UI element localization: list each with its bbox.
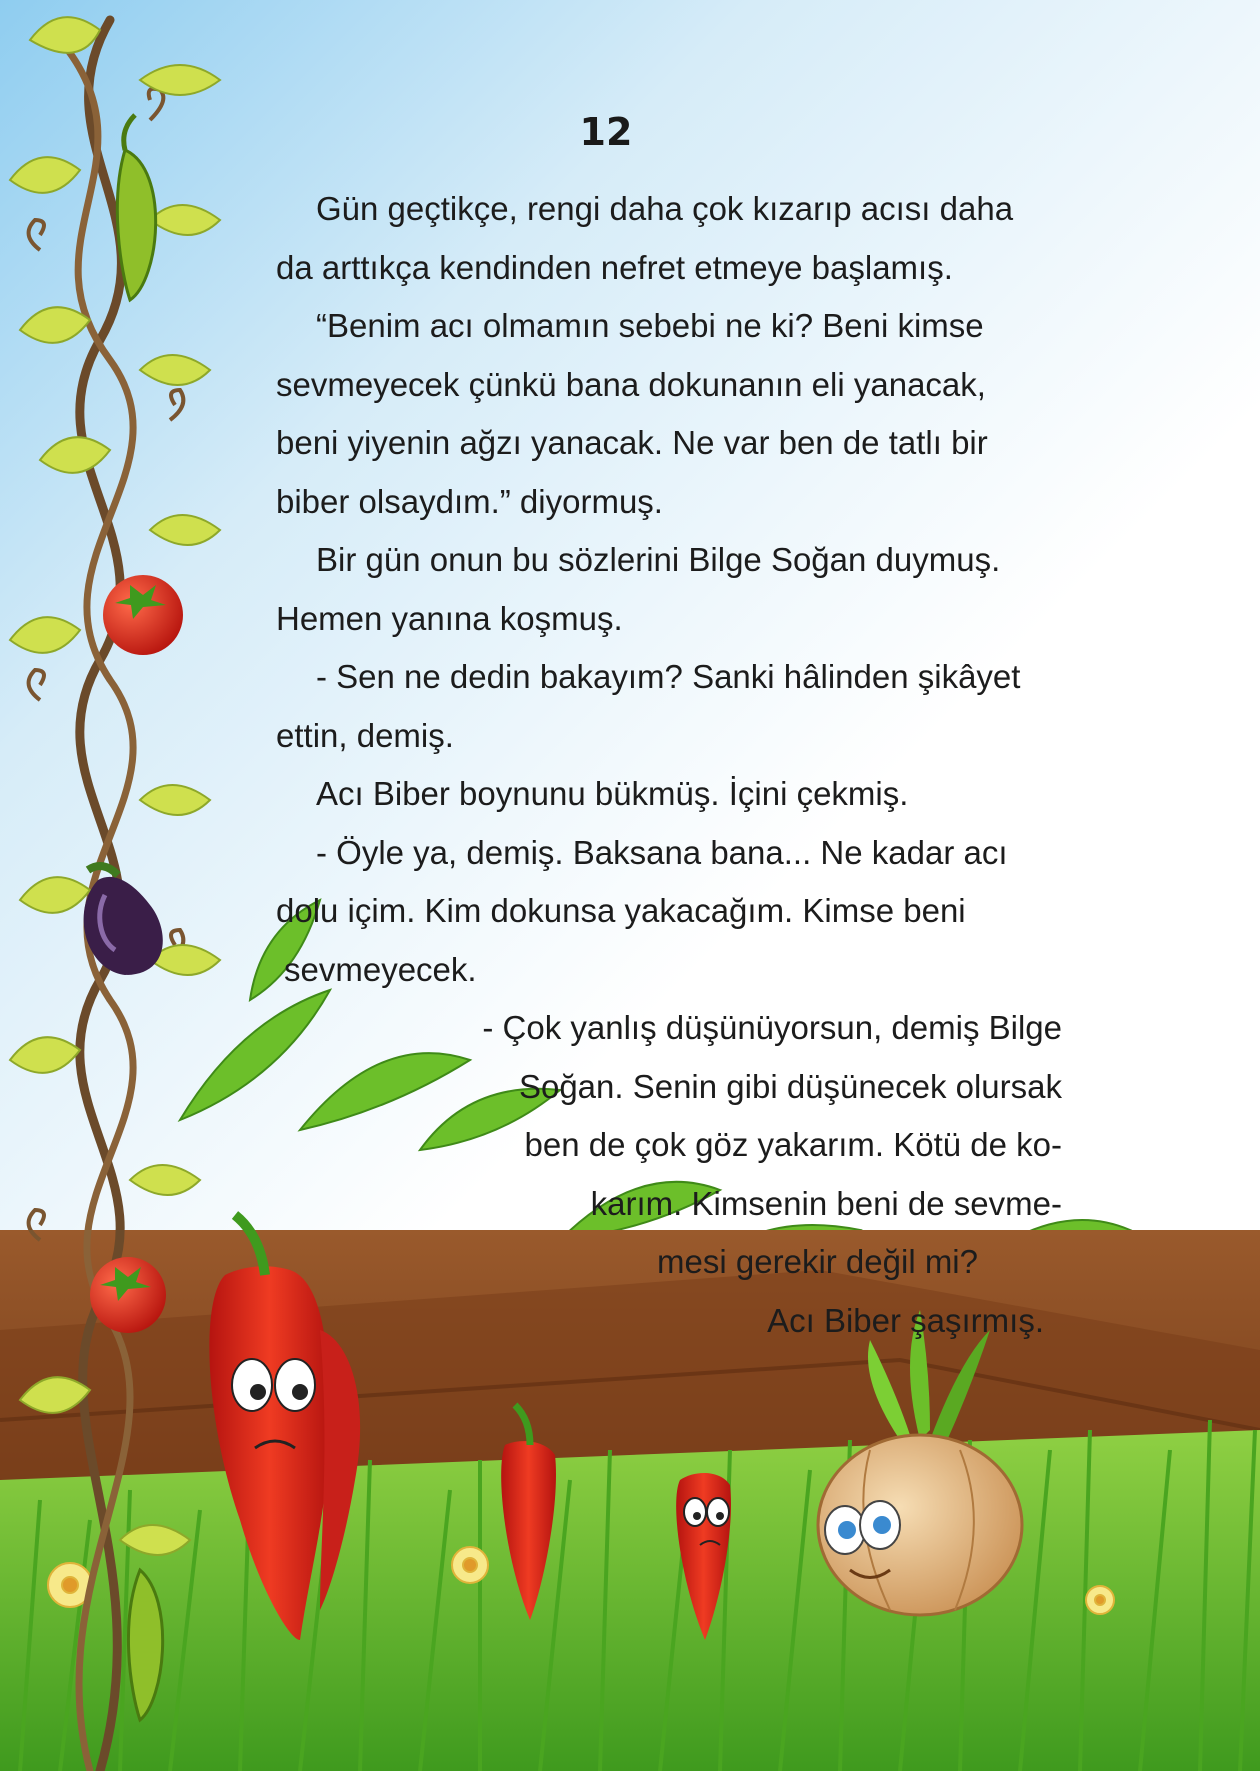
story-line: sevmeyecek çünkü bana dokunanın eli yanacak,: [276, 365, 986, 403]
page-number: 12: [579, 110, 633, 154]
story-line: ben de çok göz yakarım. Kötü de ko-: [524, 1126, 1062, 1163]
story-line: Acı Biber boynunu bükmüş. İçini çekmiş.: [316, 775, 909, 812]
story-line: Acı Biber şaşırmış.: [767, 1301, 1044, 1339]
story-line: Bir gün onun bu sözlerini Bilge Soğan duymuş.: [316, 541, 1001, 578]
story-line: Hemen yanına koşmuş.: [276, 599, 623, 637]
story-line: sevmeyecek.: [284, 950, 477, 988]
story-line: karım. Kimsenin beni de sevme-: [590, 1184, 1062, 1222]
story-line: ettin, demiş.: [276, 716, 454, 754]
story-line: Gün geçtikçe, rengi daha çok kızarıp acısı daha: [316, 190, 1014, 227]
story-line: - Sen ne dedin bakayım? Sanki hâlinden şikâyet: [316, 658, 1021, 695]
story-line: biber olsaydım.” diyormuş.: [276, 482, 663, 520]
story-line: dolu içim. Kim dokunsa yakacağım. Kimse beni: [276, 892, 966, 929]
story-line: da arttıkça kendinden nefret etmeye başlamış.: [276, 248, 953, 286]
story-line: - Çok yanlış düşünüyorsun, demiş Bilge: [482, 1009, 1062, 1046]
story-line: “Benim acı olmamın sebebi ne ki? Beni kimse: [316, 307, 984, 344]
story-text: [276, 180, 1062, 1350]
story-line: beni yiyenin ağzı yanacak. Ne var ben de tatlı bir: [276, 424, 988, 461]
story-line: Soğan. Senin gibi düşünecek olursak: [518, 1067, 1062, 1105]
story-line: - Öyle ya, demiş. Baksana bana... Ne kadar acı: [316, 833, 1008, 871]
story-line: mesi gerekir değil mi?: [657, 1243, 978, 1280]
